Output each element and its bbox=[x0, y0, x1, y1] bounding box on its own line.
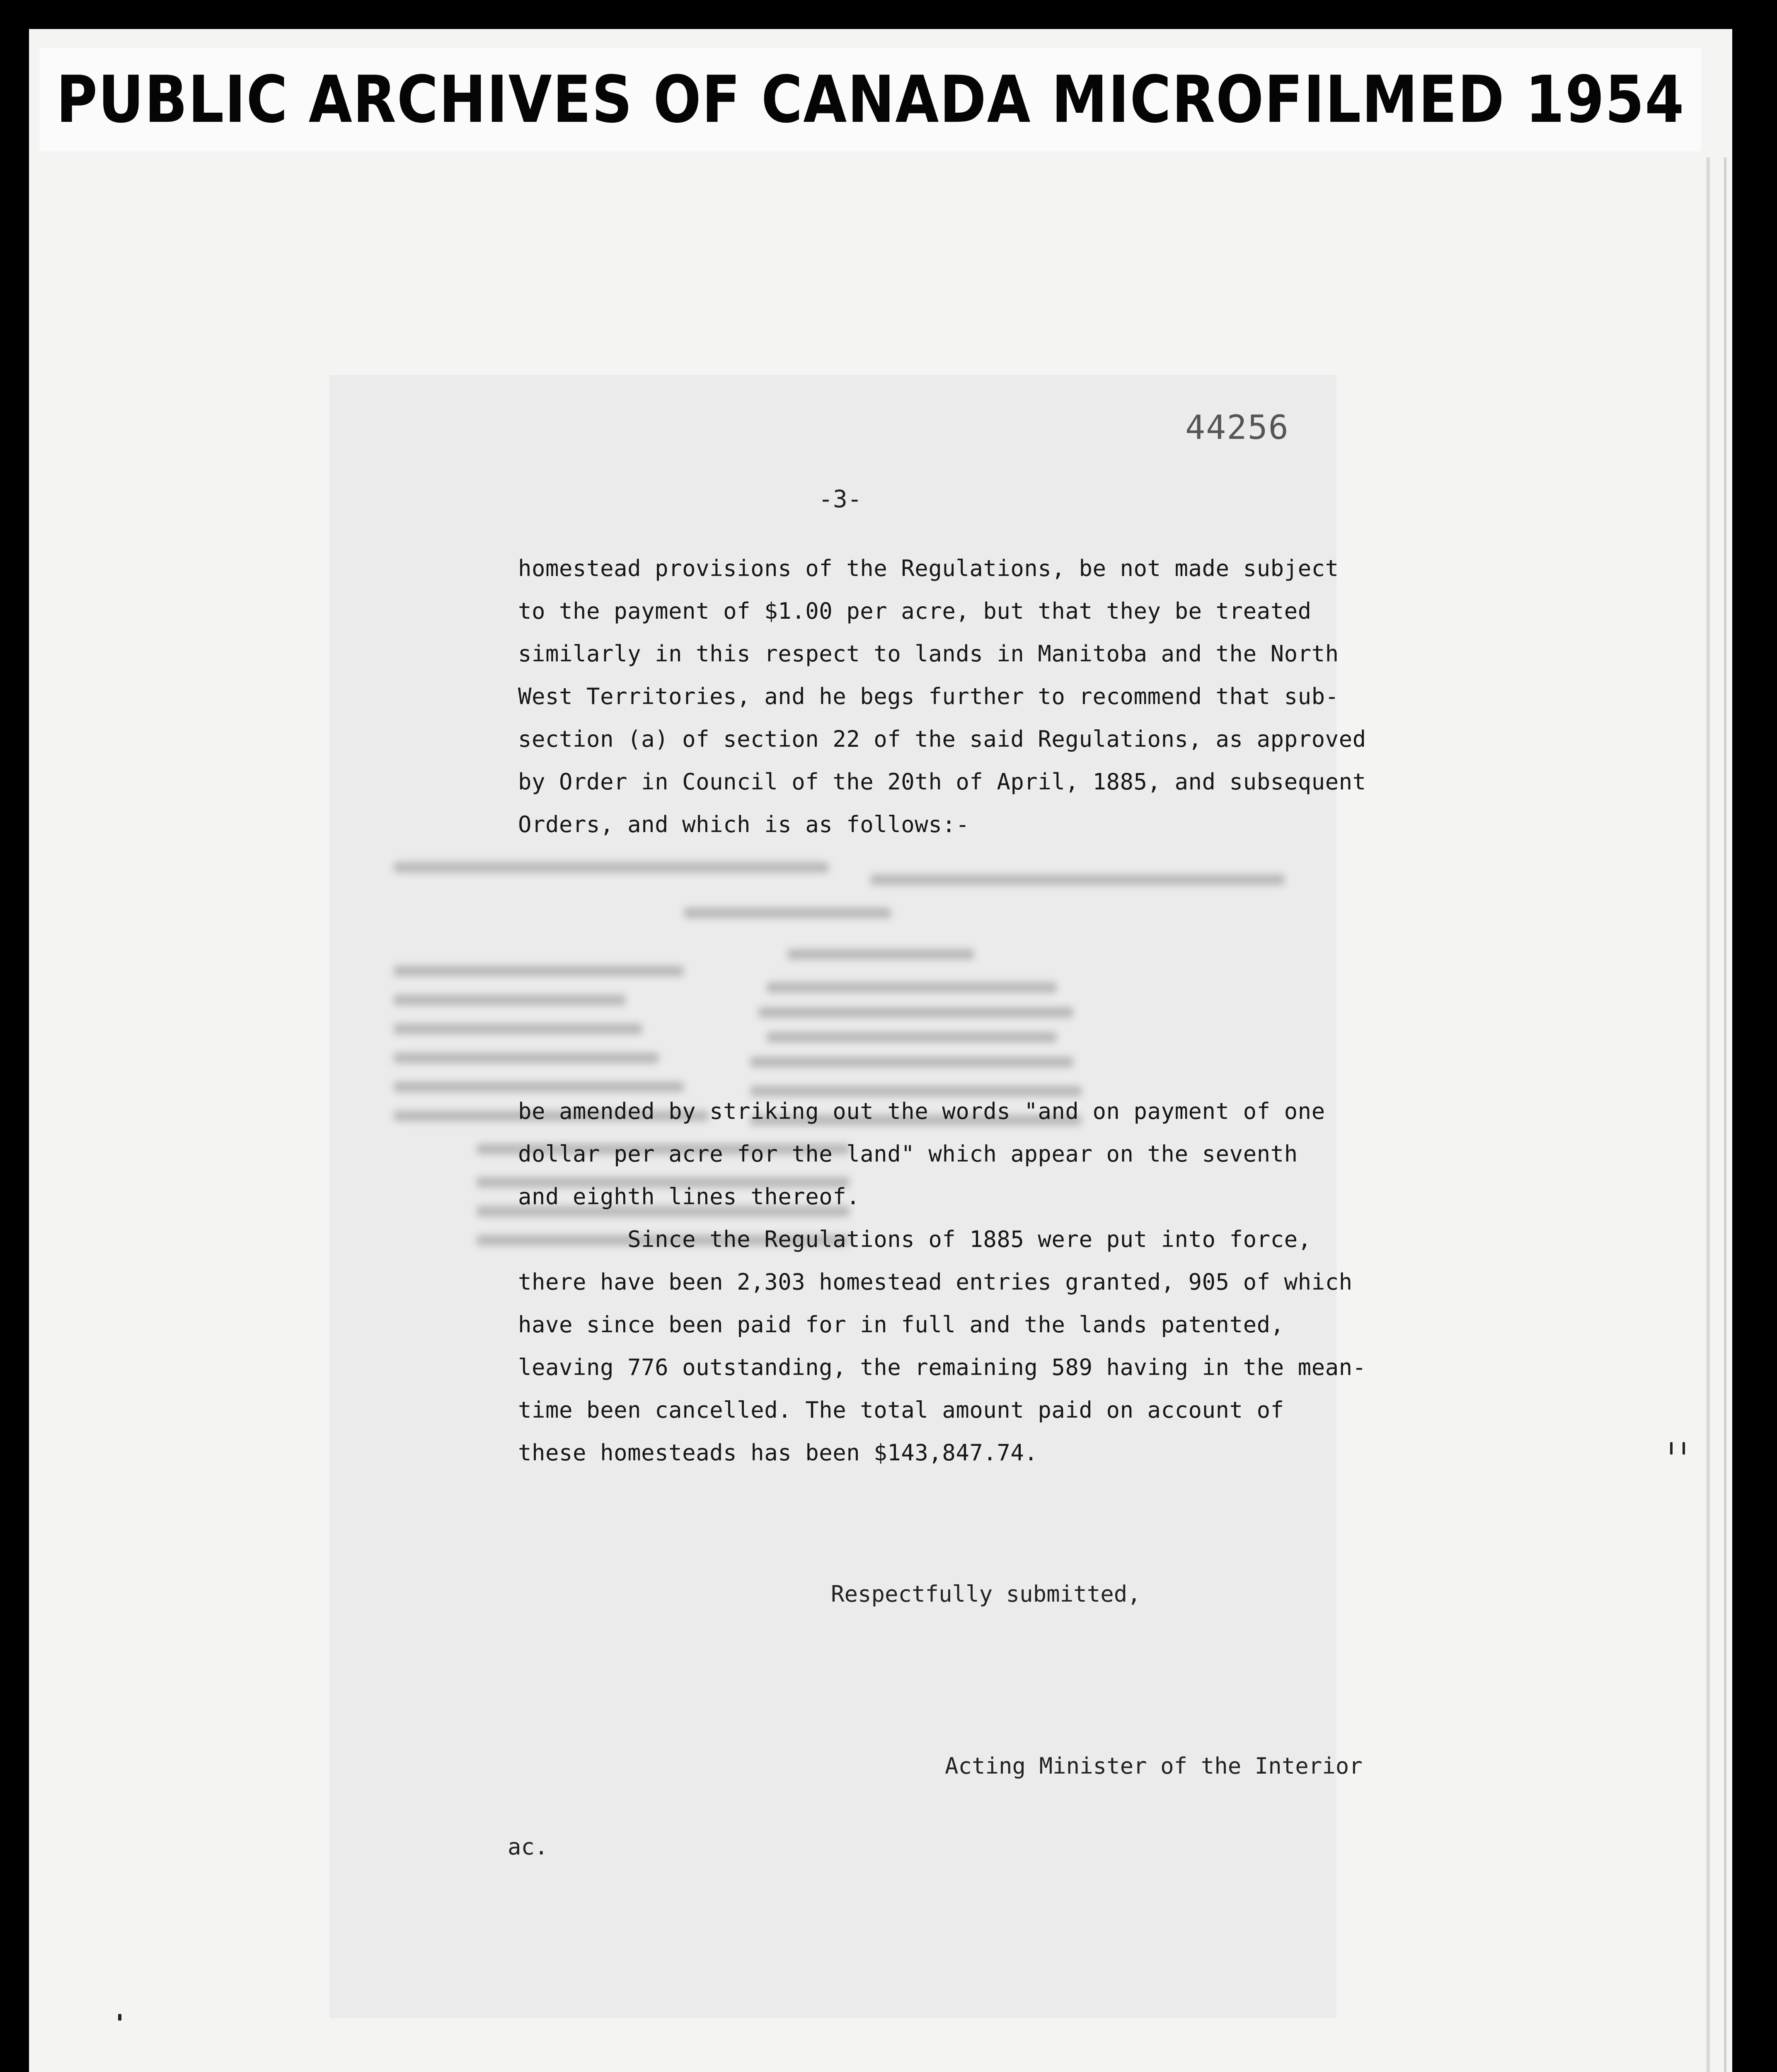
paragraph-1 bbox=[518, 547, 1366, 846]
closing-line: Respectfully submitted, bbox=[831, 1581, 1141, 1607]
archive-header-text: PUBLIC ARCHIVES OF CANADA MICROFILMED 1954 bbox=[56, 62, 1685, 137]
text-line: by Order in Council of the 20th of April, 1885, and subsequent bbox=[518, 769, 1366, 795]
board-edge bbox=[1724, 157, 1726, 2072]
text-line: have since been paid for in full and the lands patented, bbox=[518, 1312, 1284, 1338]
archive-header-banner bbox=[39, 48, 1701, 151]
text-line: these homesteads has been $143,847.74. bbox=[518, 1440, 1038, 1466]
text-line: Orders, and which is as follows:- bbox=[518, 811, 970, 838]
text-line: to the payment of $1.00 per acre, but that they be treated bbox=[518, 598, 1312, 624]
paragraph-2 bbox=[518, 1090, 1366, 1474]
text-line: section (a) of section 22 of the said Regulations, as approved bbox=[518, 726, 1366, 752]
board-edge bbox=[1707, 157, 1710, 2072]
page-marker: -3- bbox=[818, 485, 862, 513]
text-line: similarly in this respect to lands in Manitoba and the North bbox=[518, 641, 1339, 667]
text-line: time been cancelled. The total amount paid on account of bbox=[518, 1397, 1284, 1423]
film-speck bbox=[1683, 1442, 1685, 1455]
text-line: homestead provisions of the Regulations, be not made subject bbox=[518, 555, 1339, 581]
text-line: there have been 2,303 homestead entries granted, 905 of which bbox=[518, 1269, 1353, 1295]
text-line: leaving 776 outstanding, the remaining 589 having in the mean- bbox=[518, 1354, 1366, 1380]
document-number: 44256 bbox=[1185, 408, 1289, 447]
film-speck bbox=[118, 2014, 121, 2021]
text-line: dollar per acre for the land" which appear on the seventh bbox=[518, 1141, 1298, 1167]
signatory-title: Acting Minister of the Interior bbox=[945, 1753, 1363, 1779]
text-line: be amended by striking out the words "and on payment of one bbox=[518, 1098, 1325, 1124]
film-speck bbox=[1670, 1442, 1673, 1455]
text-line: and eighth lines thereof. bbox=[518, 1184, 860, 1210]
text-line: Since the Regulations of 1885 were put into force, bbox=[518, 1226, 1312, 1252]
typist-initials: ac. bbox=[508, 1834, 548, 1860]
text-line: West Territories, and he begs further to recommend that sub- bbox=[518, 683, 1339, 709]
